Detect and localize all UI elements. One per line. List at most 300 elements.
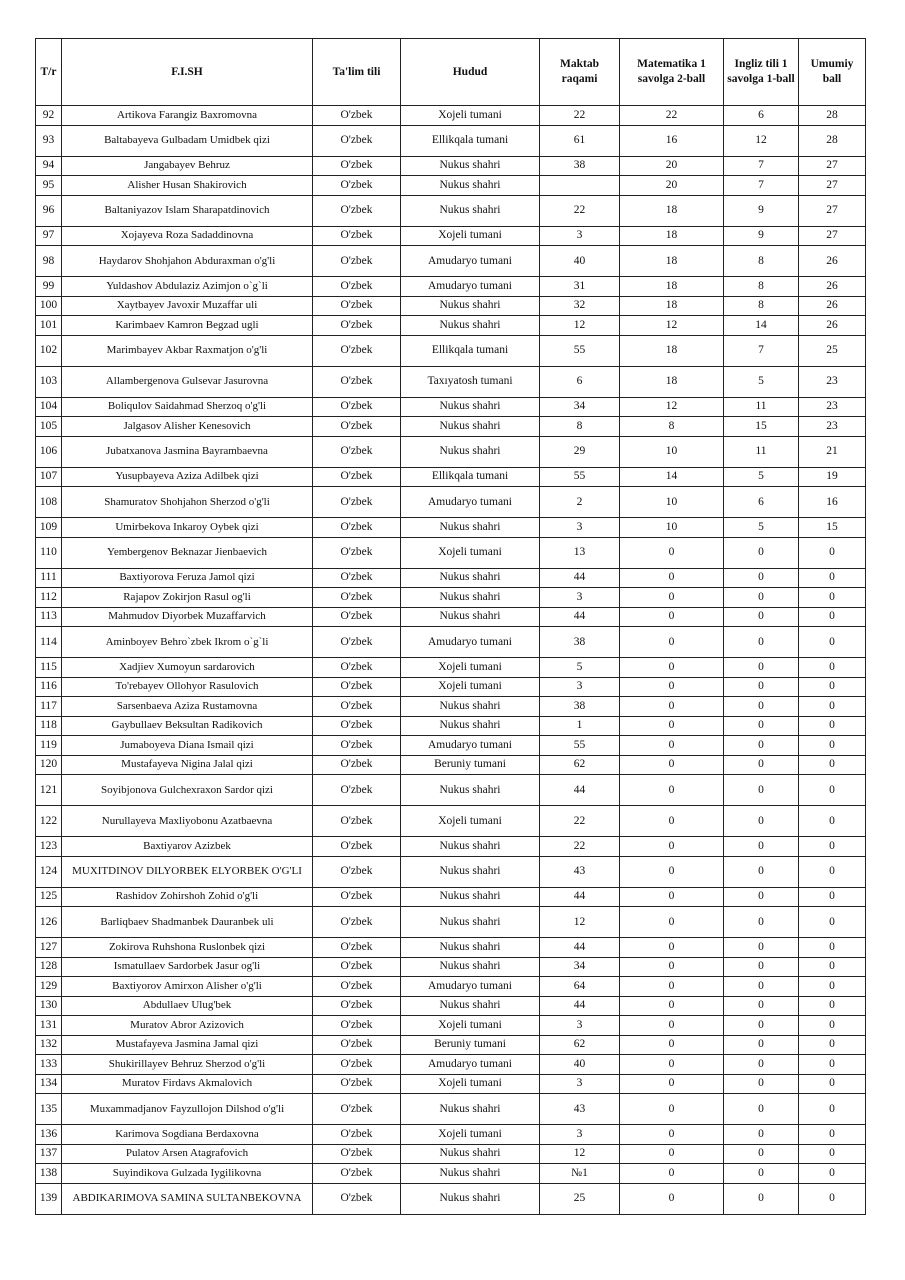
total-score-cell: 28	[799, 125, 866, 156]
region-cell: Nukus shahri	[401, 1164, 540, 1184]
row-number-cell: 130	[36, 996, 62, 1016]
math-score-cell: 0	[620, 856, 724, 887]
row-number-cell: 110	[36, 537, 62, 568]
language-cell: O'zbek	[313, 537, 401, 568]
student-name-cell: Aminboyev Behro`zbek Ikrom o`g`li	[62, 627, 313, 658]
english-score-cell: 0	[724, 1035, 799, 1055]
english-score-cell: 0	[724, 736, 799, 756]
student-name-cell: Suyindikova Gulzada Iygilikovna	[62, 1164, 313, 1184]
english-score-cell: 15	[724, 417, 799, 437]
region-cell: Taxıyatosh tumani	[401, 366, 540, 397]
table-row	[36, 487, 866, 518]
student-name-cell: Baxtiyorova Feruza Jamol qizi	[62, 568, 313, 588]
language-cell: O'zbek	[313, 316, 401, 336]
school-number-cell: 62	[540, 755, 620, 775]
total-score-cell: 0	[799, 716, 866, 736]
row-number-cell: 109	[36, 518, 62, 538]
language-cell: O'zbek	[313, 697, 401, 717]
row-number-cell: 101	[36, 316, 62, 336]
language-cell: O'zbek	[313, 1164, 401, 1184]
total-score-cell: 23	[799, 417, 866, 437]
math-score-cell: 14	[620, 467, 724, 487]
math-score-cell: 0	[620, 736, 724, 756]
school-number-cell: 25	[540, 1183, 620, 1214]
student-name-cell: Artikova Farangiz Baxromovna	[62, 106, 313, 126]
student-name-cell: Muratov Firdavs Akmalovich	[62, 1074, 313, 1094]
student-name-cell: Zokirova Ruhshona Ruslonbek qizi	[62, 938, 313, 958]
math-score-cell: 0	[620, 1094, 724, 1125]
language-cell: O'zbek	[313, 335, 401, 366]
total-score-cell: 23	[799, 397, 866, 417]
region-cell: Xojeli tumani	[401, 1125, 540, 1145]
language-cell: O'zbek	[313, 1074, 401, 1094]
math-score-cell: 0	[620, 1055, 724, 1075]
math-score-cell: 0	[620, 1144, 724, 1164]
table-row	[36, 755, 866, 775]
math-score-cell: 18	[620, 195, 724, 226]
row-number-cell: 95	[36, 176, 62, 196]
total-score-cell: 0	[799, 627, 866, 658]
student-name-cell: Sarsenbaeva Aziza Rustamovna	[62, 697, 313, 717]
student-name-cell: Umirbekova Inkaroy Oybek qizi	[62, 518, 313, 538]
region-cell: Nukus shahri	[401, 296, 540, 316]
total-score-cell: 15	[799, 518, 866, 538]
table-row	[36, 1164, 866, 1184]
total-score-cell: 27	[799, 156, 866, 176]
student-name-cell: Baxtiyarov Azizbek	[62, 837, 313, 857]
english-score-cell: 0	[724, 938, 799, 958]
language-cell: O'zbek	[313, 977, 401, 997]
row-number-cell: 120	[36, 755, 62, 775]
school-number-cell: 34	[540, 397, 620, 417]
region-cell: Nukus shahri	[401, 518, 540, 538]
table-row	[36, 1144, 866, 1164]
student-name-cell: Karimova Sogdiana Berdaxovna	[62, 1125, 313, 1145]
total-score-cell: 0	[799, 568, 866, 588]
school-number-cell: 2	[540, 487, 620, 518]
language-cell: O'zbek	[313, 1055, 401, 1075]
language-cell: O'zbek	[313, 195, 401, 226]
school-number-cell: 8	[540, 417, 620, 437]
row-number-cell: 133	[36, 1055, 62, 1075]
student-name-cell: Jangabayev Behruz	[62, 156, 313, 176]
math-score-cell: 0	[620, 775, 724, 806]
student-name-cell: Muxammadjanov Fayzullojon Dilshod o'g'li	[62, 1094, 313, 1125]
total-score-cell: 26	[799, 296, 866, 316]
math-score-cell: 0	[620, 996, 724, 1016]
row-number-cell: 94	[36, 156, 62, 176]
language-cell: O'zbek	[313, 366, 401, 397]
table-row	[36, 977, 866, 997]
row-number-cell: 112	[36, 588, 62, 608]
row-number-cell: 97	[36, 226, 62, 246]
total-score-cell: 23	[799, 366, 866, 397]
english-score-cell: 0	[724, 755, 799, 775]
language-cell: O'zbek	[313, 1035, 401, 1055]
col-header-region: Hudud	[401, 39, 540, 106]
english-score-cell: 12	[724, 125, 799, 156]
math-score-cell: 10	[620, 518, 724, 538]
english-score-cell: 7	[724, 176, 799, 196]
english-score-cell: 6	[724, 106, 799, 126]
row-number-cell: 138	[36, 1164, 62, 1184]
school-number-cell: 40	[540, 1055, 620, 1075]
table-row	[36, 1035, 866, 1055]
language-cell: O'zbek	[313, 226, 401, 246]
english-score-cell: 0	[724, 996, 799, 1016]
table-row	[36, 806, 866, 837]
row-number-cell: 107	[36, 467, 62, 487]
table-row	[36, 627, 866, 658]
student-name-cell: MUXITDINOV DILYORBEK ELYORBEK O'G'LI	[62, 856, 313, 887]
total-score-cell: 25	[799, 335, 866, 366]
row-number-cell: 123	[36, 837, 62, 857]
math-score-cell: 0	[620, 716, 724, 736]
math-score-cell: 0	[620, 837, 724, 857]
language-cell: O'zbek	[313, 277, 401, 297]
region-cell: Nukus shahri	[401, 607, 540, 627]
student-name-cell: Barliqbaev Shadmanbek Dauranbek uli	[62, 907, 313, 938]
region-cell: Amudaryo tumani	[401, 246, 540, 277]
region-cell: Ellikqala tumani	[401, 467, 540, 487]
school-number-cell: 61	[540, 125, 620, 156]
region-cell: Amudaryo tumani	[401, 736, 540, 756]
total-score-cell: 0	[799, 996, 866, 1016]
math-score-cell: 0	[620, 1183, 724, 1214]
row-number-cell: 132	[36, 1035, 62, 1055]
language-cell: O'zbek	[313, 806, 401, 837]
school-number-cell: 62	[540, 1035, 620, 1055]
row-number-cell: 108	[36, 487, 62, 518]
language-cell: O'zbek	[313, 156, 401, 176]
english-score-cell: 8	[724, 277, 799, 297]
english-score-cell: 0	[724, 1183, 799, 1214]
table-body	[36, 106, 866, 1215]
row-number-cell: 104	[36, 397, 62, 417]
student-name-cell: Pulatov Arsen Atagrafovich	[62, 1144, 313, 1164]
school-number-cell: 22	[540, 195, 620, 226]
english-score-cell: 5	[724, 518, 799, 538]
student-name-cell: Mustafayeva Jasmina Jamal qizi	[62, 1035, 313, 1055]
table-row	[36, 296, 866, 316]
table-row	[36, 1125, 866, 1145]
student-name-cell: Ismatullaev Sardorbek Jasur og'li	[62, 957, 313, 977]
language-cell: O'zbek	[313, 296, 401, 316]
school-number-cell: 32	[540, 296, 620, 316]
row-number-cell: 137	[36, 1144, 62, 1164]
english-score-cell: 0	[724, 977, 799, 997]
row-number-cell: 98	[36, 246, 62, 277]
col-header-school: Maktab raqami	[540, 39, 620, 106]
region-cell: Beruniy tumani	[401, 1035, 540, 1055]
language-cell: O'zbek	[313, 518, 401, 538]
table-row	[36, 677, 866, 697]
row-number-cell: 126	[36, 907, 62, 938]
school-number-cell: 55	[540, 335, 620, 366]
english-score-cell: 0	[724, 716, 799, 736]
region-cell: Amudaryo tumani	[401, 277, 540, 297]
region-cell: Nukus shahri	[401, 588, 540, 608]
english-score-cell: 0	[724, 1094, 799, 1125]
table-row	[36, 1094, 866, 1125]
region-cell: Xojeli tumani	[401, 1074, 540, 1094]
region-cell: Nukus shahri	[401, 1094, 540, 1125]
row-number-cell: 118	[36, 716, 62, 736]
math-score-cell: 0	[620, 1164, 724, 1184]
school-number-cell: 3	[540, 677, 620, 697]
region-cell: Beruniy tumani	[401, 755, 540, 775]
english-score-cell: 0	[724, 1144, 799, 1164]
total-score-cell: 0	[799, 588, 866, 608]
table-row	[36, 568, 866, 588]
table-row	[36, 856, 866, 887]
row-number-cell: 100	[36, 296, 62, 316]
col-header-fish: F.I.SH	[62, 39, 313, 106]
language-cell: O'zbek	[313, 417, 401, 437]
student-name-cell: Mahmudov Diyorbek Muzaffarvich	[62, 607, 313, 627]
school-number-cell: 13	[540, 537, 620, 568]
language-cell: O'zbek	[313, 607, 401, 627]
row-number-cell: 106	[36, 436, 62, 467]
table-row	[36, 518, 866, 538]
table-row	[36, 837, 866, 857]
region-cell: Xojeli tumani	[401, 226, 540, 246]
language-cell: O'zbek	[313, 1183, 401, 1214]
math-score-cell: 0	[620, 607, 724, 627]
math-score-cell: 0	[620, 1125, 724, 1145]
school-number-cell: 34	[540, 957, 620, 977]
region-cell: Nukus shahri	[401, 837, 540, 857]
table-row	[36, 226, 866, 246]
student-name-cell: Boliqulov Saidahmad Sherzoq o'g'li	[62, 397, 313, 417]
student-name-cell: Shukirillayev Behruz Sherzod o'g'li	[62, 1055, 313, 1075]
region-cell: Xojeli tumani	[401, 806, 540, 837]
school-number-cell: 3	[540, 1125, 620, 1145]
total-score-cell: 27	[799, 226, 866, 246]
language-cell: O'zbek	[313, 1094, 401, 1125]
table-row	[36, 775, 866, 806]
language-cell: O'zbek	[313, 397, 401, 417]
student-name-cell: Muratov Abror Azizovich	[62, 1016, 313, 1036]
student-name-cell: Alisher Husan Shakirovich	[62, 176, 313, 196]
math-score-cell: 0	[620, 957, 724, 977]
language-cell: O'zbek	[313, 837, 401, 857]
row-number-cell: 134	[36, 1074, 62, 1094]
math-score-cell: 20	[620, 156, 724, 176]
total-score-cell: 0	[799, 957, 866, 977]
total-score-cell: 26	[799, 277, 866, 297]
total-score-cell: 0	[799, 677, 866, 697]
language-cell: O'zbek	[313, 957, 401, 977]
language-cell: O'zbek	[313, 996, 401, 1016]
row-number-cell: 92	[36, 106, 62, 126]
table-row	[36, 716, 866, 736]
region-cell: Amudaryo tumani	[401, 487, 540, 518]
school-number-cell: 44	[540, 887, 620, 907]
region-cell: Nukus shahri	[401, 907, 540, 938]
row-number-cell: 125	[36, 887, 62, 907]
row-number-cell: 116	[36, 677, 62, 697]
language-cell: O'zbek	[313, 436, 401, 467]
row-number-cell: 105	[36, 417, 62, 437]
table-row	[36, 697, 866, 717]
math-score-cell: 8	[620, 417, 724, 437]
total-score-cell: 0	[799, 607, 866, 627]
english-score-cell: 9	[724, 226, 799, 246]
school-number-cell: 31	[540, 277, 620, 297]
row-number-cell: 99	[36, 277, 62, 297]
school-number-cell: 6	[540, 366, 620, 397]
table-row	[36, 996, 866, 1016]
school-number-cell: №1	[540, 1164, 620, 1184]
total-score-cell: 0	[799, 736, 866, 756]
language-cell: O'zbek	[313, 125, 401, 156]
total-score-cell: 0	[799, 1183, 866, 1214]
region-cell: Amudaryo tumani	[401, 977, 540, 997]
school-number-cell: 38	[540, 156, 620, 176]
row-number-cell: 117	[36, 697, 62, 717]
total-score-cell: 0	[799, 1055, 866, 1075]
table-row	[36, 246, 866, 277]
math-score-cell: 20	[620, 176, 724, 196]
total-score-cell: 0	[799, 1035, 866, 1055]
col-header-total: Umumiy ball	[799, 39, 866, 106]
school-number-cell: 22	[540, 837, 620, 857]
region-cell: Nukus shahri	[401, 436, 540, 467]
total-score-cell: 26	[799, 316, 866, 336]
row-number-cell: 114	[36, 627, 62, 658]
student-name-cell: Marimbayev Akbar Raxmatjon o'g'li	[62, 335, 313, 366]
school-number-cell: 3	[540, 518, 620, 538]
school-number-cell: 38	[540, 697, 620, 717]
english-score-cell: 5	[724, 366, 799, 397]
school-number-cell: 12	[540, 316, 620, 336]
region-cell: Nukus shahri	[401, 775, 540, 806]
school-number-cell: 55	[540, 736, 620, 756]
region-cell: Nukus shahri	[401, 316, 540, 336]
region-cell: Nukus shahri	[401, 856, 540, 887]
header-row	[36, 39, 866, 106]
table-row	[36, 397, 866, 417]
student-name-cell: Yuldashov Abdulaziz Azimjon o`g`li	[62, 277, 313, 297]
row-number-cell: 93	[36, 125, 62, 156]
student-name-cell: Jumaboyeva Diana Ismail qizi	[62, 736, 313, 756]
language-cell: O'zbek	[313, 1144, 401, 1164]
school-number-cell: 44	[540, 938, 620, 958]
total-score-cell: 0	[799, 977, 866, 997]
row-number-cell: 121	[36, 775, 62, 806]
language-cell: O'zbek	[313, 677, 401, 697]
math-score-cell: 22	[620, 106, 724, 126]
student-name-cell: Soyibjonova Gulchexraxon Sardor qizi	[62, 775, 313, 806]
region-cell: Nukus shahri	[401, 417, 540, 437]
table-row	[36, 1183, 866, 1214]
math-score-cell: 0	[620, 806, 724, 837]
english-score-cell: 0	[724, 568, 799, 588]
english-score-cell: 8	[724, 246, 799, 277]
total-score-cell: 0	[799, 806, 866, 837]
region-cell: Nukus shahri	[401, 957, 540, 977]
english-score-cell: 0	[724, 1016, 799, 1036]
math-score-cell: 0	[620, 1074, 724, 1094]
math-score-cell: 10	[620, 487, 724, 518]
language-cell: O'zbek	[313, 1125, 401, 1145]
table-row	[36, 366, 866, 397]
row-number-cell: 135	[36, 1094, 62, 1125]
row-number-cell: 119	[36, 736, 62, 756]
table-row	[36, 417, 866, 437]
total-score-cell: 0	[799, 887, 866, 907]
math-score-cell: 18	[620, 246, 724, 277]
math-score-cell: 18	[620, 335, 724, 366]
language-cell: O'zbek	[313, 938, 401, 958]
total-score-cell: 26	[799, 246, 866, 277]
english-score-cell: 0	[724, 588, 799, 608]
english-score-cell: 0	[724, 1125, 799, 1145]
math-score-cell: 18	[620, 366, 724, 397]
school-number-cell: 55	[540, 467, 620, 487]
row-number-cell: 139	[36, 1183, 62, 1214]
english-score-cell: 0	[724, 677, 799, 697]
row-number-cell: 113	[36, 607, 62, 627]
row-number-cell: 128	[36, 957, 62, 977]
total-score-cell: 16	[799, 487, 866, 518]
language-cell: O'zbek	[313, 106, 401, 126]
language-cell: O'zbek	[313, 887, 401, 907]
student-name-cell: Karimbaev Kamron Begzad ugli	[62, 316, 313, 336]
table-row	[36, 537, 866, 568]
total-score-cell: 28	[799, 106, 866, 126]
table-row	[36, 1074, 866, 1094]
school-number-cell: 29	[540, 436, 620, 467]
region-cell: Amudaryo tumani	[401, 627, 540, 658]
student-name-cell: Xojayeva Roza Sadaddinovna	[62, 226, 313, 246]
school-number-cell: 3	[540, 226, 620, 246]
region-cell: Nukus shahri	[401, 996, 540, 1016]
school-number-cell: 12	[540, 907, 620, 938]
results-sheet	[35, 38, 865, 1215]
region-cell: Xojeli tumani	[401, 537, 540, 568]
english-score-cell: 0	[724, 887, 799, 907]
english-score-cell: 0	[724, 1074, 799, 1094]
english-score-cell: 0	[724, 607, 799, 627]
student-name-cell: Rajapov Zokirjon Rasul og'li	[62, 588, 313, 608]
english-score-cell: 11	[724, 436, 799, 467]
total-score-cell: 0	[799, 755, 866, 775]
school-number-cell: 3	[540, 588, 620, 608]
total-score-cell: 0	[799, 658, 866, 678]
school-number-cell: 43	[540, 1094, 620, 1125]
table-row	[36, 938, 866, 958]
language-cell: O'zbek	[313, 856, 401, 887]
region-cell: Nukus shahri	[401, 1144, 540, 1164]
school-number-cell: 40	[540, 246, 620, 277]
english-score-cell: 0	[724, 1055, 799, 1075]
math-score-cell: 0	[620, 755, 724, 775]
total-score-cell: 0	[799, 697, 866, 717]
row-number-cell: 127	[36, 938, 62, 958]
row-number-cell: 103	[36, 366, 62, 397]
language-cell: O'zbek	[313, 246, 401, 277]
student-name-cell: ABDIKARIMOVA SAMINA SULTANBEKOVNA	[62, 1183, 313, 1214]
math-score-cell: 0	[620, 887, 724, 907]
english-score-cell: 0	[724, 856, 799, 887]
language-cell: O'zbek	[313, 755, 401, 775]
english-score-cell: 0	[724, 775, 799, 806]
school-number-cell: 5	[540, 658, 620, 678]
language-cell: O'zbek	[313, 627, 401, 658]
table-row	[36, 106, 866, 126]
